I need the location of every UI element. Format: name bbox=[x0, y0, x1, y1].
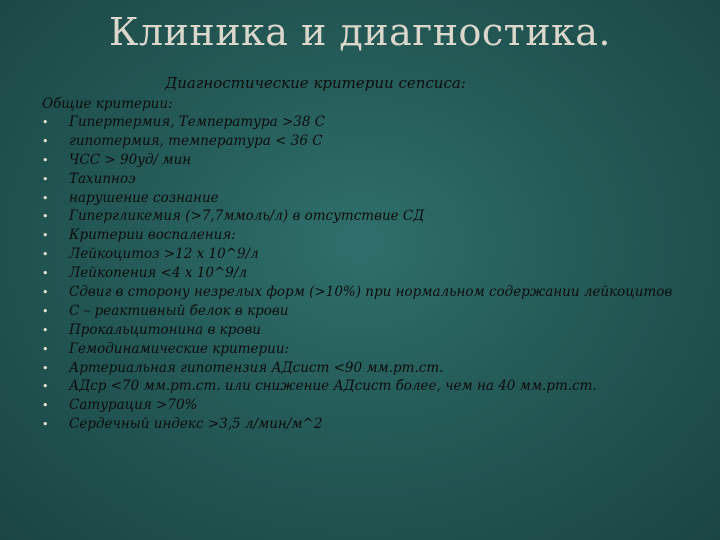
list-item bbox=[42, 340, 702, 359]
list-item-text: нарушение сознание bbox=[69, 189, 219, 206]
bullet-icon: • bbox=[42, 229, 49, 243]
list-item bbox=[42, 245, 702, 264]
list-item-text: Прокальцитонина в крови bbox=[69, 321, 261, 338]
list-item bbox=[42, 302, 702, 321]
list-item bbox=[42, 283, 702, 302]
list-item bbox=[42, 359, 702, 378]
list-item-text: Гемодинамические критерии: bbox=[69, 340, 290, 357]
list-item bbox=[42, 207, 702, 226]
list-item-text: Гипертермия, Температура >38 С bbox=[69, 114, 326, 130]
bullet-icon: • bbox=[42, 210, 49, 224]
bullet-icon: • bbox=[42, 323, 49, 337]
list-item-text: Лейкоцитоз >12 х 10^9/л bbox=[69, 246, 259, 263]
bullet-icon: • bbox=[42, 418, 49, 432]
bullet-icon: • bbox=[42, 304, 49, 318]
slide-title: Клиника и диагностика. bbox=[108, 10, 612, 54]
list-item bbox=[42, 226, 702, 245]
bullet-icon: • bbox=[42, 380, 49, 394]
bullet-icon: • bbox=[42, 248, 49, 262]
list-item bbox=[42, 113, 702, 132]
bullet-icon: • bbox=[42, 361, 49, 375]
bullet-icon: • bbox=[42, 116, 49, 129]
bullet-icon: • bbox=[42, 153, 49, 167]
list-item-text: Гипергликемия (>7,7ммоль/л) в отсутствие СД bbox=[69, 208, 425, 225]
bullet-icon: • bbox=[42, 134, 49, 148]
list-item-text: ЧСС > 90уд/ мин bbox=[69, 151, 192, 168]
bullet-icon: • bbox=[42, 191, 49, 205]
list-item-text: Сдвиг в сторону незрелых форм (>10%) при нормальном содержании лейкоцитов bbox=[69, 284, 673, 301]
list-item-text: Критерии воспаления: bbox=[69, 227, 236, 244]
bullet-icon: • bbox=[42, 172, 49, 186]
list-item-text: Тахипноэ bbox=[69, 170, 136, 187]
bullet-icon: • bbox=[42, 267, 49, 281]
list-item bbox=[42, 132, 702, 151]
bullet-icon: • bbox=[42, 286, 49, 300]
list-item-text: Артериальная гипотензия АДсист <90 мм.рт.ст. bbox=[69, 359, 444, 376]
list-item-text: гипотермия, температура < 36 С bbox=[69, 132, 323, 149]
list-item-text: Сатурация >70% bbox=[69, 397, 198, 414]
list-item-text: АДср <70 мм.рт.ст. или снижение АДсист более, чем на 40 мм.рт.ст. bbox=[69, 378, 597, 395]
list-item bbox=[42, 396, 702, 415]
list-item-text: С – реактивный белок в крови bbox=[69, 302, 289, 319]
criteria-list bbox=[42, 113, 702, 434]
slide-subtitle: Диагностические критерии сепсиса: bbox=[165, 74, 466, 92]
bullet-icon: • bbox=[42, 342, 49, 356]
list-heading: Общие критерии: bbox=[42, 96, 173, 112]
list-item bbox=[42, 264, 702, 283]
list-item bbox=[42, 151, 702, 170]
list-item bbox=[42, 377, 702, 396]
bullet-icon: • bbox=[42, 399, 49, 413]
list-item bbox=[42, 170, 702, 189]
list-item-text: Сердечный индекс >3,5 л/мин/м^2 bbox=[69, 416, 323, 433]
list-item bbox=[42, 189, 702, 208]
list-item bbox=[42, 415, 702, 434]
list-item-text: Лейкопения <4 х 10^9/л bbox=[69, 265, 247, 282]
list-item bbox=[42, 321, 702, 340]
